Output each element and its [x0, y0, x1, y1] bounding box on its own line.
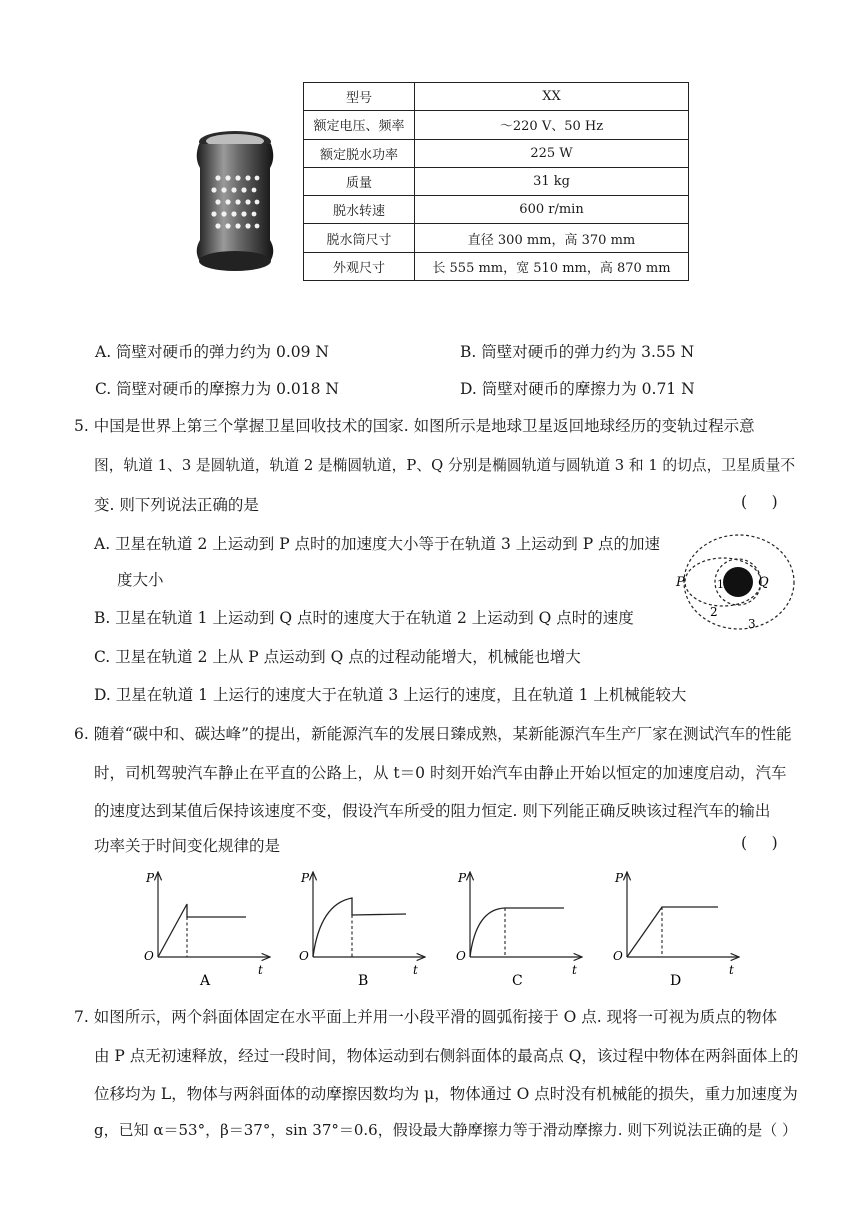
point-q-label: Q	[758, 575, 769, 590]
spec-value: 长 555 mm，宽 510 mm，高 870 mm	[415, 252, 689, 280]
origin-label: O	[613, 949, 623, 963]
q7-line1: 7. 如图所示，两个斜面体固定在水平面上并用一小段平滑的圆弧衔接于 O 点. 现将一可视为质点的物体	[74, 1008, 778, 1026]
table-row	[304, 139, 689, 167]
q5-option-b: B. 卫星在轨道 1 上运动到 Q 点时的速度大于在轨道 2 上运动到 Q 点时的速度	[94, 609, 634, 627]
spec-value: ～220 V、50 Hz	[415, 111, 689, 139]
spec-key: 额定电压、频率	[304, 111, 415, 139]
graph-c-label: C	[512, 973, 523, 989]
orbit-1-label: 1	[717, 578, 724, 591]
axis-y-label: P	[146, 871, 155, 885]
q4-option-d: D. 筒壁对硬币的摩擦力为 0.71 N	[460, 380, 695, 398]
q5-stem-line1: 5. 中国是世界上第三个掌握卫星回收技术的国家. 如图所示是地球卫星返回地球经历的变轨过程示意	[74, 417, 755, 435]
spec-value: 225 W	[415, 139, 689, 167]
table-row	[304, 83, 689, 111]
axis-x-label: t	[258, 963, 263, 977]
graph-d	[613, 871, 739, 989]
q5-stem-line2: 图，轨道 1、3 是圆轨道，轨道 2 是椭圆轨道，P、Q 分别是椭圆轨道与圆轨道 3 和 1 的切点，卫星质量不	[94, 457, 796, 474]
spec-key: 型号	[304, 83, 415, 111]
q4-option-c: C. 筒壁对硬币的摩擦力为 0.018 N	[95, 380, 339, 398]
spec-key: 额定脱水功率	[304, 139, 415, 167]
q7-line4: g，已知 α＝53°，β＝37°，sin 37°＝0.6，假设最大静摩擦力等于滑动摩擦力. 则下列说法正确的是（ ）	[94, 1121, 798, 1139]
q6-stem-line3: 的速度达到某值后保持该速度不变，假设汽车所受的阻力恒定. 则下列能正确反映该过程汽车的输出	[94, 802, 771, 820]
q4-option-b: B. 筒壁对硬币的弹力约为 3.55 N	[460, 343, 695, 361]
q6-stem-line1: 6. 随着“碳中和、碳达峰”的提出，新能源汽车的发展日臻成熟，某新能源汽车生产厂家在测试汽车的性能	[74, 725, 792, 743]
graph-a	[144, 871, 270, 989]
orbit-3-label: 3	[748, 617, 756, 631]
axis-y-label: P	[615, 871, 624, 885]
table-row	[304, 252, 689, 280]
q5-option-c: C. 卫星在轨道 2 上从 P 点运动到 Q 点的过程动能增大，机械能也增大	[94, 648, 581, 666]
spec-value: 直径 300 mm，高 370 mm	[415, 224, 689, 252]
power-time-graphs	[140, 862, 750, 992]
graph-d-label: D	[670, 973, 682, 989]
spec-key: 脱水筒尺寸	[304, 224, 415, 252]
q5-stem-line3: 变. 则下列说法正确的是	[94, 496, 259, 514]
graph-c-curve	[470, 908, 564, 957]
dryer-drum-image	[190, 128, 280, 274]
orbit-diagram	[672, 524, 798, 636]
spec-value: 31 kg	[415, 167, 689, 195]
graph-c	[456, 871, 582, 989]
q7-line3: 位移均为 L，物体与两斜面体的动摩擦因数均为 μ，物体通过 O 点时没有机械能的损失，重力加速度为	[94, 1085, 798, 1103]
spec-table	[303, 82, 689, 281]
spec-key: 脱水转速	[304, 196, 415, 224]
q6-answer-paren: ( )	[741, 834, 778, 852]
spec-value: 600 r/min	[415, 196, 689, 224]
graph-d-curve	[627, 907, 718, 957]
axis-y-label: P	[458, 871, 467, 885]
table-row	[304, 111, 689, 139]
q6-stem-line2: 时，司机驾驶汽车静止在平直的公路上，从 t＝0 时刻开始汽车由静止开始以恒定的加速度启动，汽车	[94, 764, 787, 782]
origin-label: O	[144, 949, 154, 963]
axis-y-label: P	[301, 871, 310, 885]
earth-icon	[723, 567, 753, 597]
q5-option-a-line1: A. 卫星在轨道 2 上运动到 P 点时的加速度大小等于在轨道 3 上运动到 P 点的加速	[94, 535, 661, 553]
q5-option-d: D. 卫星在轨道 1 上运行的速度大于在轨道 3 上运行的速度，且在轨道 1 上机械能较大	[94, 686, 687, 704]
spec-key: 外观尺寸	[304, 252, 415, 280]
origin-label: O	[456, 949, 466, 963]
origin-label: O	[299, 949, 309, 963]
q4-option-a: A. 筒壁对硬币的弹力约为 0.09 N	[95, 343, 329, 361]
q7-line2: 由 P 点无初速释放，经过一段时间，物体运动到右侧斜面体的最高点 Q，该过程中物体在两斜面体上的	[94, 1047, 799, 1065]
graph-a-label: A	[200, 973, 211, 989]
table-row	[304, 196, 689, 224]
graph-b-curve	[313, 898, 406, 957]
graph-b-label: B	[358, 973, 369, 989]
point-p-label: P	[676, 575, 685, 590]
table-row	[304, 167, 689, 195]
spec-key: 质量	[304, 167, 415, 195]
graph-b	[299, 871, 425, 989]
q5-option-a-line2: 度大小	[117, 571, 164, 589]
q5-answer-paren: ( )	[741, 493, 778, 511]
table-row	[304, 224, 689, 252]
axis-x-label: t	[729, 963, 734, 977]
graph-a-curve	[158, 904, 246, 957]
q6-stem-line4: 功率关于时间变化规律的是	[94, 837, 281, 855]
orbit-2-label: 2	[710, 605, 718, 619]
spec-value: XX	[415, 83, 689, 111]
axis-x-label: t	[413, 963, 418, 977]
axis-x-label: t	[572, 963, 577, 977]
